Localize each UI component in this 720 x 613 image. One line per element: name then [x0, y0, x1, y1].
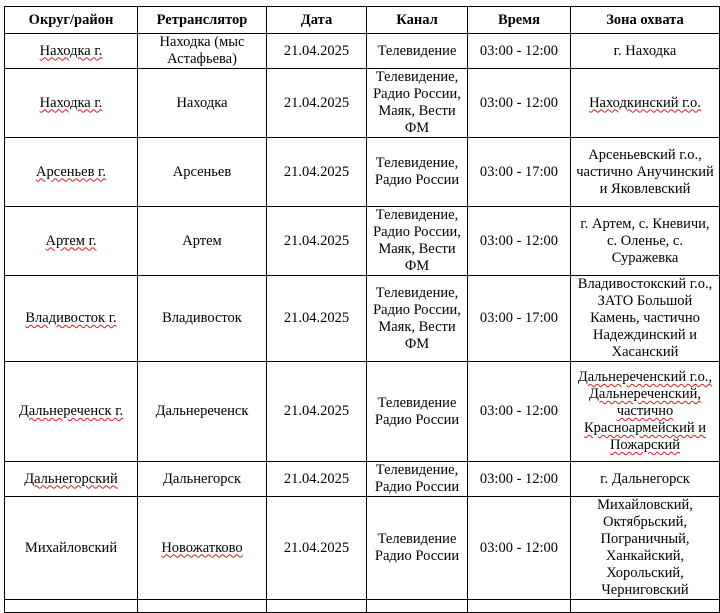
transmitter-cell: Дальнереченск [138, 362, 267, 462]
table-row [5, 276, 720, 362]
channel-cell: Телевидение, Радио России, Маяк, Вести ФМ [367, 69, 468, 138]
zone-cell: г. Находка [571, 34, 720, 69]
date-cell: 21.04.2025 [267, 276, 367, 362]
district-cell: Находка г. [5, 69, 138, 138]
transmitter-cell: Находка [138, 69, 267, 138]
channel-cell: Телевидение Радио России [367, 362, 468, 462]
table-row [5, 362, 720, 462]
time-cell: 03:00 - 17:00 [468, 276, 571, 362]
channel-cell: Телевидение, Радио России, Маяк, Вести ФМ [367, 276, 468, 362]
channel-cell: Телевидение, Радио России [367, 462, 468, 497]
transmitter-cell: Новожатково [138, 497, 267, 600]
date-cell: 21.04.2025 [267, 69, 367, 138]
district-cell: Михайловский [5, 497, 138, 600]
transmitter-cell: Артем [138, 207, 267, 276]
header-district: Округ/район [5, 7, 138, 34]
district-cell: Арсеньев г. [5, 138, 138, 207]
transmitter-cell: Дальнегорск [138, 462, 267, 497]
header-row [5, 7, 720, 34]
channel-cell: Телевидение [367, 34, 468, 69]
district-cell: Артем г. [5, 207, 138, 276]
empty-cell [367, 600, 468, 613]
zone-cell: Владивостокский г.о., ЗАТО Большой Камень, частично Надеждинский и Хасанский [571, 276, 720, 362]
transmitter-cell: Арсеньев [138, 138, 267, 207]
date-cell: 21.04.2025 [267, 138, 367, 207]
zone-cell: Михайловский, Октябрьский, Пограничный, Ханкайский, Хорольский, Черниговский [571, 497, 720, 600]
date-cell: 21.04.2025 [267, 362, 367, 462]
time-cell: 03:00 - 12:00 [468, 497, 571, 600]
header-date: Дата [267, 7, 367, 34]
date-cell: 21.04.2025 [267, 207, 367, 276]
district-cell: Дальнегорский [5, 462, 138, 497]
table-row [5, 138, 720, 207]
transmitter-cell: Владивосток [138, 276, 267, 362]
time-cell: 03:00 - 12:00 [468, 34, 571, 69]
channel-cell: Телевидение Радио России [367, 497, 468, 600]
channel-cell: Телевидение, Радио России, Маяк, Вести ФМ [367, 207, 468, 276]
empty-cell [5, 600, 138, 613]
schedule-table [4, 6, 720, 613]
empty-cell [267, 600, 367, 613]
table-row-partial [5, 600, 720, 613]
time-cell: 03:00 - 17:00 [468, 138, 571, 207]
date-cell: 21.04.2025 [267, 497, 367, 600]
time-cell: 03:00 - 12:00 [468, 207, 571, 276]
zone-cell: г. Дальнегорск [571, 462, 720, 497]
header-channel: Канал [367, 7, 468, 34]
empty-cell [138, 600, 267, 613]
district-cell: Находка г. [5, 34, 138, 69]
time-cell: 03:00 - 12:00 [468, 69, 571, 138]
channel-cell: Телевидение, Радио России [367, 138, 468, 207]
table-row [5, 34, 720, 69]
zone-cell: Арсеньевский г.о., частично Анучинский и Яковлевский [571, 138, 720, 207]
empty-cell [571, 600, 720, 613]
district-cell: Дальнереченск г. [5, 362, 138, 462]
header-zone: Зона охвата [571, 7, 720, 34]
header-time: Время [468, 7, 571, 34]
date-cell: 21.04.2025 [267, 34, 367, 69]
header-transmitter: Ретранслятор [138, 7, 267, 34]
zone-cell: Дальнереченский г.о., Дальнереченский, частично Красноармейский и Пожарский [571, 362, 720, 462]
time-cell: 03:00 - 12:00 [468, 362, 571, 462]
zone-cell: Находкинский г.о. [571, 69, 720, 138]
zone-cell: г. Артем, с. Кневичи, с. Оленье, с. Суражевка [571, 207, 720, 276]
time-cell: 03:00 - 12:00 [468, 462, 571, 497]
table-row [5, 497, 720, 600]
table-row [5, 462, 720, 497]
table-row [5, 207, 720, 276]
table-row [5, 69, 720, 138]
transmitter-cell: Находка (мыс Астафьева) [138, 34, 267, 69]
empty-cell [468, 600, 571, 613]
district-cell: Владивосток г. [5, 276, 138, 362]
date-cell: 21.04.2025 [267, 462, 367, 497]
